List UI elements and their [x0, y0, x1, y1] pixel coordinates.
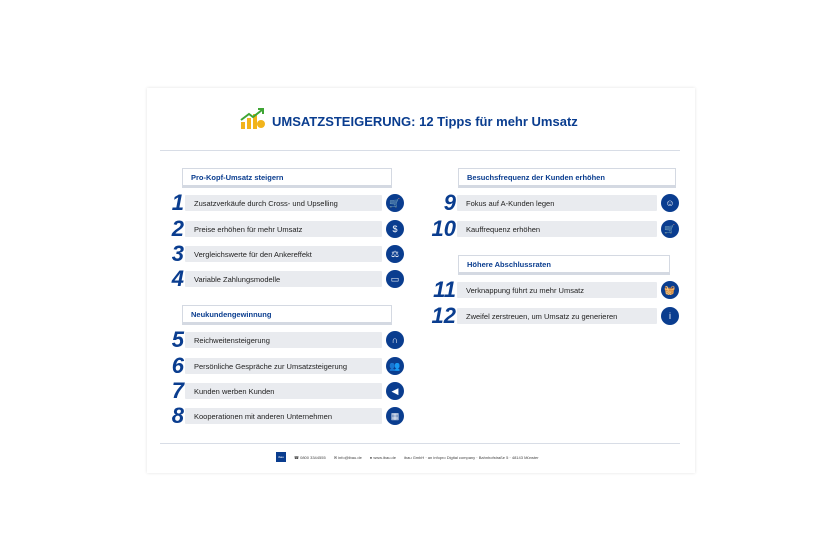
title-row [240, 108, 578, 135]
list-item [430, 190, 679, 215]
item-number: 7 [171, 378, 184, 403]
page-title: UMSATZSTEIGERUNG: 12 Tipps für mehr Umsatz [272, 114, 578, 129]
section-heading-abschlussraten: Höhere Abschlussraten [458, 255, 670, 275]
footer-divider [160, 443, 680, 444]
item-number: 1 [171, 190, 184, 215]
item-label: Persönliche Gespräche zur Umsatzsteigerung [185, 358, 382, 374]
item-number: 4 [171, 266, 184, 291]
item-label: Verknappung führt zu mehr Umsatz [457, 282, 657, 298]
list-item [160, 403, 404, 428]
cart-icon: 🛒 [386, 194, 404, 212]
list-item [160, 190, 404, 215]
item-number: 5 [171, 327, 184, 352]
item-number: 10 [431, 216, 456, 241]
item-number: 3 [171, 241, 184, 266]
people-icon: 👥 [386, 357, 404, 375]
web-text: www.ibau.de [373, 454, 397, 460]
growth-chart-icon [240, 108, 266, 135]
footer-company: ibau GmbH · an infopro Digital company · Bahnhofstraße 5 · 48143 Münster [404, 454, 539, 460]
list-item [422, 277, 679, 302]
item-number: 6 [171, 353, 184, 378]
list-item [160, 266, 404, 291]
item-number: 12 [431, 303, 456, 328]
item-label: Kunden werben Kunden [185, 383, 382, 399]
item-label: Zusatzverkäufe durch Cross- und Upselling [185, 195, 382, 211]
title-divider [160, 150, 680, 151]
section-heading-neukunden: Neukundengewinnung [182, 305, 392, 325]
footer-email: ✉ info@ibau.de [333, 454, 362, 460]
item-label: Preise erhöhen für mehr Umsatz [185, 221, 382, 237]
item-label: Kauffrequenz erhöhen [457, 221, 657, 237]
list-item [160, 353, 404, 378]
list-item [422, 303, 679, 328]
item-number: 9 [443, 190, 456, 215]
item-label: Variable Zahlungsmodelle [185, 271, 382, 287]
megaphone-icon: ◀ [386, 382, 404, 400]
info-icon: i [661, 307, 679, 325]
item-number: 8 [171, 403, 184, 428]
customer-icon: ☺ [661, 194, 679, 212]
list-item [422, 216, 679, 241]
company-logo: ibau [276, 452, 286, 462]
phone-text: 0800 3344555 [300, 454, 326, 460]
item-label: Zweifel zerstreuen, um Umsatz zu generieren [457, 308, 657, 324]
cart-icon: 🛒 [661, 220, 679, 238]
list-item [160, 378, 404, 403]
section-heading-besuchsfrequenz: Besuchsfrequenz der Kunden erhöhen [458, 168, 676, 188]
scale-icon: ⚖ [386, 245, 404, 263]
footer-phone: ☎ 0800 3344555 [294, 454, 326, 460]
item-label: Reichweitensteigerung [185, 332, 382, 348]
buildings-icon: ▦ [386, 407, 404, 425]
email-text: info@ibau.de [338, 454, 362, 460]
item-number: 2 [171, 216, 184, 241]
list-item [160, 241, 404, 266]
item-label: Vergleichswerte für den Ankereffekt [185, 246, 382, 262]
item-label: Kooperationen mit anderen Unternehmen [185, 408, 382, 424]
item-label: Fokus auf A-Kunden legen [457, 195, 657, 211]
list-item [160, 327, 404, 352]
card-icon: ▭ [386, 270, 404, 288]
basket-icon: 🧺 [661, 281, 679, 299]
list-item [160, 216, 404, 241]
section-heading-pro-kopf: Pro-Kopf-Umsatz steigern [182, 168, 392, 188]
magnet-icon: ∩ [386, 331, 404, 349]
item-number: 11 [433, 277, 456, 302]
footer [276, 452, 539, 462]
money-icon: $ [386, 220, 404, 238]
footer-web: ● www.ibau.de [369, 454, 397, 460]
